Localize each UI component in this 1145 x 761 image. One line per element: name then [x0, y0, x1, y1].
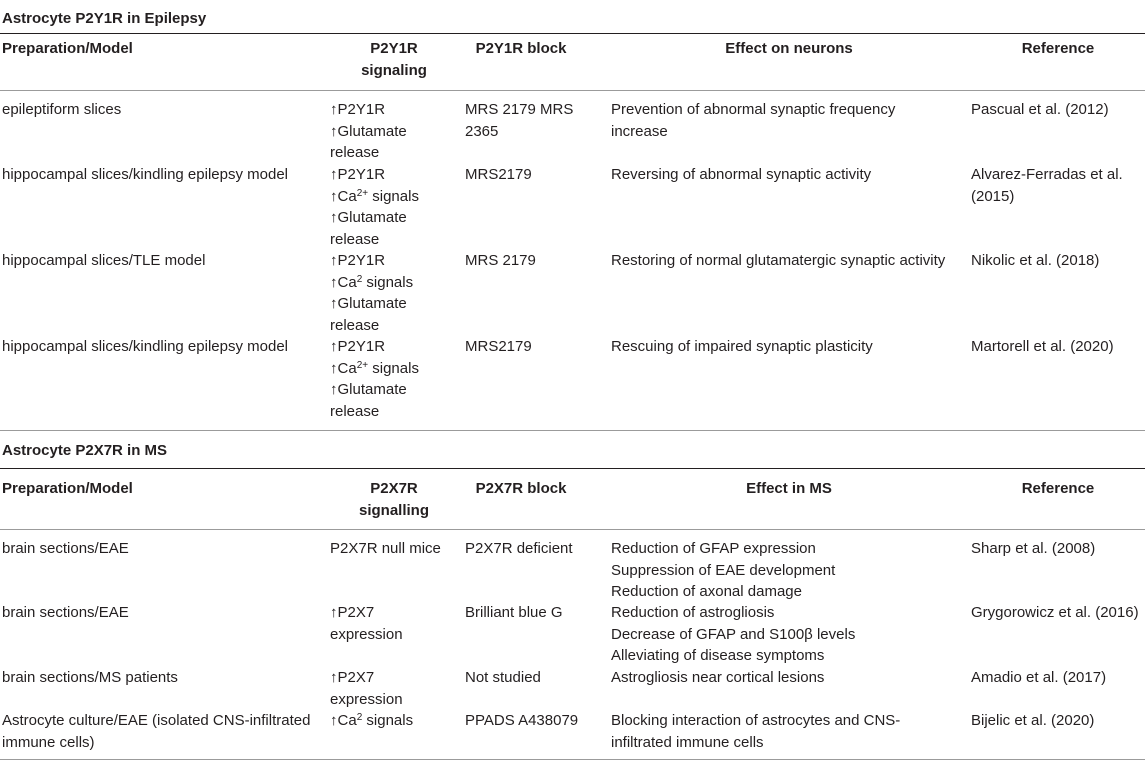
cell-reference — [971, 667, 1145, 689]
cell-line: Bijelic et al. (2020) — [971, 712, 1095, 729]
cell-line: Alleviating of disease symptoms — [611, 647, 825, 665]
cell-reference — [971, 250, 1145, 272]
cell-line: hippocampal slices/kindling epilepsy model — [2, 166, 288, 183]
cell-line: Brilliant blue G — [465, 604, 563, 621]
header-block: P2Y1R block — [475, 40, 567, 57]
cell-effect — [611, 99, 967, 142]
cell-line: release — [330, 402, 380, 420]
cell-preparation — [2, 99, 322, 121]
cell-line: ↑Glutamate — [330, 122, 407, 140]
cell-line: ↑P2X7 — [330, 669, 375, 686]
cell-line: $↑Ca^{2+}$ signals — [330, 359, 419, 377]
cell-line: Astrocyte culture/EAE (isolated CNS-infiltrated — [2, 712, 311, 729]
section-title: Astrocyte P2X7R in MS — [2, 442, 168, 459]
section-end-rule — [0, 430, 1145, 431]
header-block: P2X7R block — [475, 480, 567, 497]
cell-line: MRS 2179 MRS — [465, 101, 574, 118]
cell-line: Martorell et al. (2020) — [971, 338, 1114, 355]
cell-line: MRS2179 — [465, 338, 532, 355]
section-title: Astrocyte P2Y1R in Epilepsy — [2, 10, 207, 27]
cell-preparation — [2, 250, 322, 272]
cell-line: 2365 — [465, 122, 499, 140]
header-signaling — [330, 478, 458, 521]
header-preparation: Preparation/Model — [2, 40, 133, 57]
cell-line: PPADS A438079 — [465, 712, 579, 729]
cell-line: ↑Ca$^2$ signals — [330, 273, 414, 291]
cell-effect — [611, 602, 967, 667]
header-effect: Effect in MS — [746, 480, 832, 497]
cell-signaling — [330, 164, 458, 250]
cell-signaling — [330, 250, 458, 336]
cell-line: Pascual et al. (2012) — [971, 101, 1109, 118]
cell-line: ↑P2Y1R — [330, 166, 386, 183]
cell-signaling — [330, 667, 458, 710]
cell-line: ↑Glutamate — [330, 209, 407, 227]
header-signaling-line: signaling — [361, 61, 427, 79]
cell-reference — [971, 602, 1145, 624]
cell-effect — [611, 164, 967, 186]
cell-line: release — [330, 316, 380, 334]
cell-line: Rescuing of impaired synaptic plasticity — [611, 338, 873, 355]
header-signaling — [330, 38, 458, 81]
cell-line: Reduction of astrogliosis — [611, 604, 775, 621]
cell-line: Not studied — [465, 669, 541, 686]
cell-line: P2X7R null mice — [330, 540, 441, 557]
cell-line: ↑P2Y1R — [330, 338, 386, 355]
cell-line: $↑Ca^{2+}$ signals — [330, 187, 419, 205]
cell-effect — [611, 710, 967, 753]
cell-block — [465, 538, 605, 560]
header-preparation: Preparation/Model — [2, 480, 133, 497]
cell-signaling — [330, 710, 458, 732]
section-rule — [0, 33, 1145, 34]
cell-line: increase — [611, 122, 668, 140]
cell-preparation — [2, 538, 322, 560]
cell-signaling — [330, 336, 458, 422]
cell-line: Alvarez-Ferradas et al. — [971, 166, 1123, 183]
cell-line: Grygorowicz et al. (2016) — [971, 604, 1139, 621]
cell-effect — [611, 336, 967, 358]
cell-reference — [971, 538, 1145, 560]
cell-line: MRS 2179 — [465, 252, 536, 269]
header-rule — [0, 529, 1145, 530]
cell-line: release — [330, 230, 380, 248]
cell-preparation — [2, 667, 322, 689]
cell-block — [465, 336, 605, 358]
cell-line: Sharp et al. (2008) — [971, 540, 1096, 557]
cell-line: ↑Glutamate — [330, 381, 407, 399]
table-bottom-rule — [0, 759, 1145, 760]
section-rule — [0, 468, 1145, 469]
cell-signaling — [330, 602, 458, 645]
cell-reference — [971, 336, 1145, 358]
header-reference: Reference — [1021, 40, 1095, 57]
cell-line: epileptiform slices — [2, 101, 122, 118]
cell-line: brain sections/EAE — [2, 540, 129, 557]
cell-line: Reduction of axonal damage — [611, 583, 802, 601]
cell-line: immune cells) — [2, 733, 95, 751]
cell-effect — [611, 250, 967, 272]
cell-preparation — [2, 336, 322, 358]
cell-line: hippocampal slices/kindling epilepsy model — [2, 338, 288, 355]
cell-line: Astrogliosis near cortical lesions — [611, 669, 825, 686]
cell-line: infiltrated immune cells — [611, 733, 764, 751]
cell-effect — [611, 667, 967, 689]
header-signaling-line: P2X7R — [370, 480, 418, 497]
cell-line: Nikolic et al. (2018) — [971, 252, 1100, 269]
cell-line: Blocking interaction of astrocytes and CNS- — [611, 712, 901, 729]
cell-preparation — [2, 710, 322, 753]
cell-line: brain sections/MS patients — [2, 669, 178, 686]
cell-block — [465, 602, 605, 624]
cell-line: expression — [330, 625, 403, 643]
cell-line: ↑P2Y1R — [330, 252, 386, 269]
cell-line: P2X7R deficient — [465, 540, 573, 557]
cell-line: (2015) — [971, 187, 1015, 205]
cell-line: ↑P2Y1R — [330, 101, 386, 118]
cell-line: Restoring of normal glutamatergic synaptic activity — [611, 252, 946, 269]
cell-line: expression — [330, 690, 403, 708]
cell-signaling — [330, 538, 458, 560]
header-reference: Reference — [1021, 480, 1095, 497]
cell-reference — [971, 164, 1145, 207]
cell-line: Amadio et al. (2017) — [971, 669, 1107, 686]
cell-block — [465, 710, 605, 732]
cell-line: ↑P2X7 — [330, 604, 375, 621]
cell-block — [465, 99, 605, 142]
cell-line: Reduction of GFAP expression — [611, 540, 816, 557]
cell-line: Suppression of EAE development — [611, 561, 836, 579]
cell-line: MRS2179 — [465, 166, 532, 183]
cell-line: Reversing of abnormal synaptic activity — [611, 166, 872, 183]
cell-line: hippocampal slices/TLE model — [2, 252, 206, 269]
cell-effect — [611, 538, 967, 603]
cell-block — [465, 164, 605, 186]
cell-signaling — [330, 99, 458, 164]
header-effect: Effect on neurons — [725, 40, 853, 57]
cell-block — [465, 667, 605, 689]
cell-line: release — [330, 144, 380, 162]
cell-preparation — [2, 602, 322, 624]
cell-line: brain sections/EAE — [2, 604, 129, 621]
cell-line: ↑Glutamate — [330, 295, 407, 313]
cell-block — [465, 250, 605, 272]
cell-reference — [971, 99, 1145, 121]
cell-reference — [971, 710, 1145, 732]
header-signaling-line: signalling — [358, 501, 429, 519]
cell-preparation — [2, 164, 322, 186]
cell-line: ↑Ca$^2$ signals — [330, 712, 414, 729]
header-signaling-line: P2Y1R — [370, 40, 418, 57]
cell-line: Decrease of GFAP and S100β levels — [611, 625, 856, 643]
header-rule — [0, 90, 1145, 91]
cell-line: Prevention of abnormal synaptic frequency — [611, 101, 896, 118]
